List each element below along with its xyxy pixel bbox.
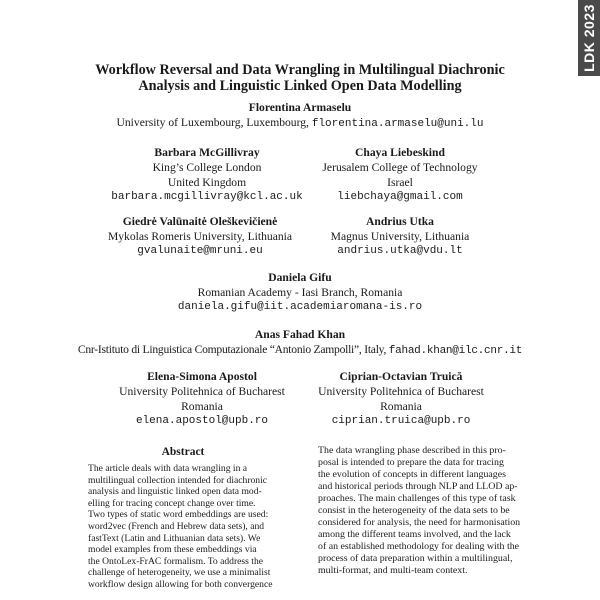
affiliation-text: University of Luxembourg, Luxembourg,	[116, 116, 312, 129]
affiliation-text: Cnr-Istituto di Linguistica Computazionale “Antonio Zampolli”, Italy,	[77, 343, 389, 356]
author-affiliation: University Politehnica of Bucharest	[318, 385, 484, 398]
author-name: Elena-Simona Apostol	[147, 370, 257, 383]
text-line: multi-format, and multi-team context.	[318, 565, 468, 576]
text-line: the evolution of concepts in different languages	[318, 469, 506, 480]
title-line: Workflow Reversal and Data Wrangling in Multilingual Diachronic	[95, 62, 505, 78]
text-line: multilingual collection intended for diachronic	[88, 474, 268, 486]
author-affiliation: King’s College London	[152, 161, 262, 174]
text-line: Two types of static word embeddings are used:	[88, 509, 269, 521]
author-affiliation	[40, 342, 560, 359]
text-line: considered for analysis, the need for harmonisation	[318, 517, 521, 528]
text-line: consist in the heterogeneity of the data sets to be	[318, 505, 510, 516]
author-block	[60, 270, 540, 315]
text-line: process of data preparation within a multilingual,	[318, 553, 513, 564]
text-line: fastText (Latin and Lithuanian data sets). We	[88, 532, 261, 544]
title-line: Analysis and Linguistic Linked Open Data Modelling	[138, 78, 462, 94]
text-line: the OntoLex-FrAC formalism. To address the	[88, 555, 264, 567]
text-line: proaches. The main challenges of this type of task	[318, 493, 516, 504]
text-line: and historical periods through NLP and LLOD ap-	[318, 481, 518, 492]
author-name: Giedrė Valūnaitė Oleškevičienė	[122, 215, 278, 228]
text-line: analysis and linguistic linked open data mod-	[88, 486, 262, 498]
text-line: model examples from these embeddings via	[88, 544, 257, 556]
author-email[interactable]: fahad.khan@ilc.cnr.it	[388, 345, 523, 357]
author-email[interactable]: elena.apostol@upb.ro	[135, 415, 269, 427]
author-country: Israel	[387, 176, 413, 189]
text-line: among the different teams involved, and the lack	[318, 529, 511, 540]
text-line: word2vec (French and Hebrew data sets), and	[88, 520, 265, 532]
text-line: workflow design allowing for both convergence	[88, 578, 273, 590]
author-email[interactable]: andrius.utka@vdu.lt	[337, 245, 463, 257]
text-line: posal is intended to prepare the data for tracing	[318, 457, 504, 468]
author-name: Ciprian-Octavian Truică	[339, 370, 463, 383]
paper-title	[60, 62, 540, 94]
text-line: elling for tracing concept change over time.	[88, 497, 256, 509]
author-affiliation: Mykolas Romeris University, Lithuania	[107, 230, 293, 243]
author-block	[92, 145, 322, 205]
author-name: Florentina Armaselu	[248, 101, 352, 114]
conference-tag-label: LDK 2023	[581, 4, 597, 72]
author-email[interactable]: gvalunaite@mruni.eu	[137, 245, 263, 257]
author-name: Daniela Gifu	[268, 271, 332, 284]
text-line: of an established methodology for dealing with the	[318, 541, 520, 552]
author-block	[300, 214, 500, 259]
author-email[interactable]: barbara.mcgillivray@kcl.ac.uk	[111, 191, 303, 203]
author-email[interactable]: liebchaya@gmail.com	[337, 191, 463, 203]
abstract-body	[88, 463, 278, 591]
author-block	[60, 100, 540, 132]
conference-tag	[578, 0, 600, 76]
abstract-heading: Abstract	[161, 446, 205, 458]
author-block	[92, 369, 312, 429]
author-name: Barbara McGillivray	[154, 146, 260, 159]
author-country: Romania	[181, 400, 223, 413]
author-country: Romania	[380, 400, 422, 413]
author-affiliation: Romanian Academy - Iasi Branch, Romania	[197, 286, 403, 299]
author-affiliation	[60, 115, 540, 132]
author-affiliation: Jerusalem College of Technology	[322, 161, 478, 174]
text-line: challenge of heterogeneity, we use a minimalist	[88, 567, 271, 579]
author-name: Chaya Liebeskind	[355, 146, 445, 159]
author-name: Andrius Utka	[366, 215, 434, 228]
author-name: Anas Fahad Khan	[254, 328, 346, 341]
text-line: The article deals with data wrangling in a	[88, 463, 248, 474]
author-block	[298, 369, 504, 429]
author-email[interactable]: daniela.gifu@iit.academiaromana-is.ro	[177, 301, 423, 313]
author-block	[90, 214, 310, 259]
author-affiliation: University Politehnica of Bucharest	[119, 385, 285, 398]
author-affiliation: Magnus University, Lithuania	[330, 230, 470, 243]
author-country: United Kingdom	[167, 176, 247, 189]
author-email[interactable]: florentina.armaselu@uni.lu	[311, 118, 484, 130]
text-line: The data wrangling phase described in this pro-	[318, 445, 506, 456]
author-email[interactable]: ciprian.truica@upb.ro	[331, 415, 471, 427]
intro-body	[318, 445, 530, 577]
author-block	[40, 327, 560, 359]
author-block	[300, 145, 500, 205]
